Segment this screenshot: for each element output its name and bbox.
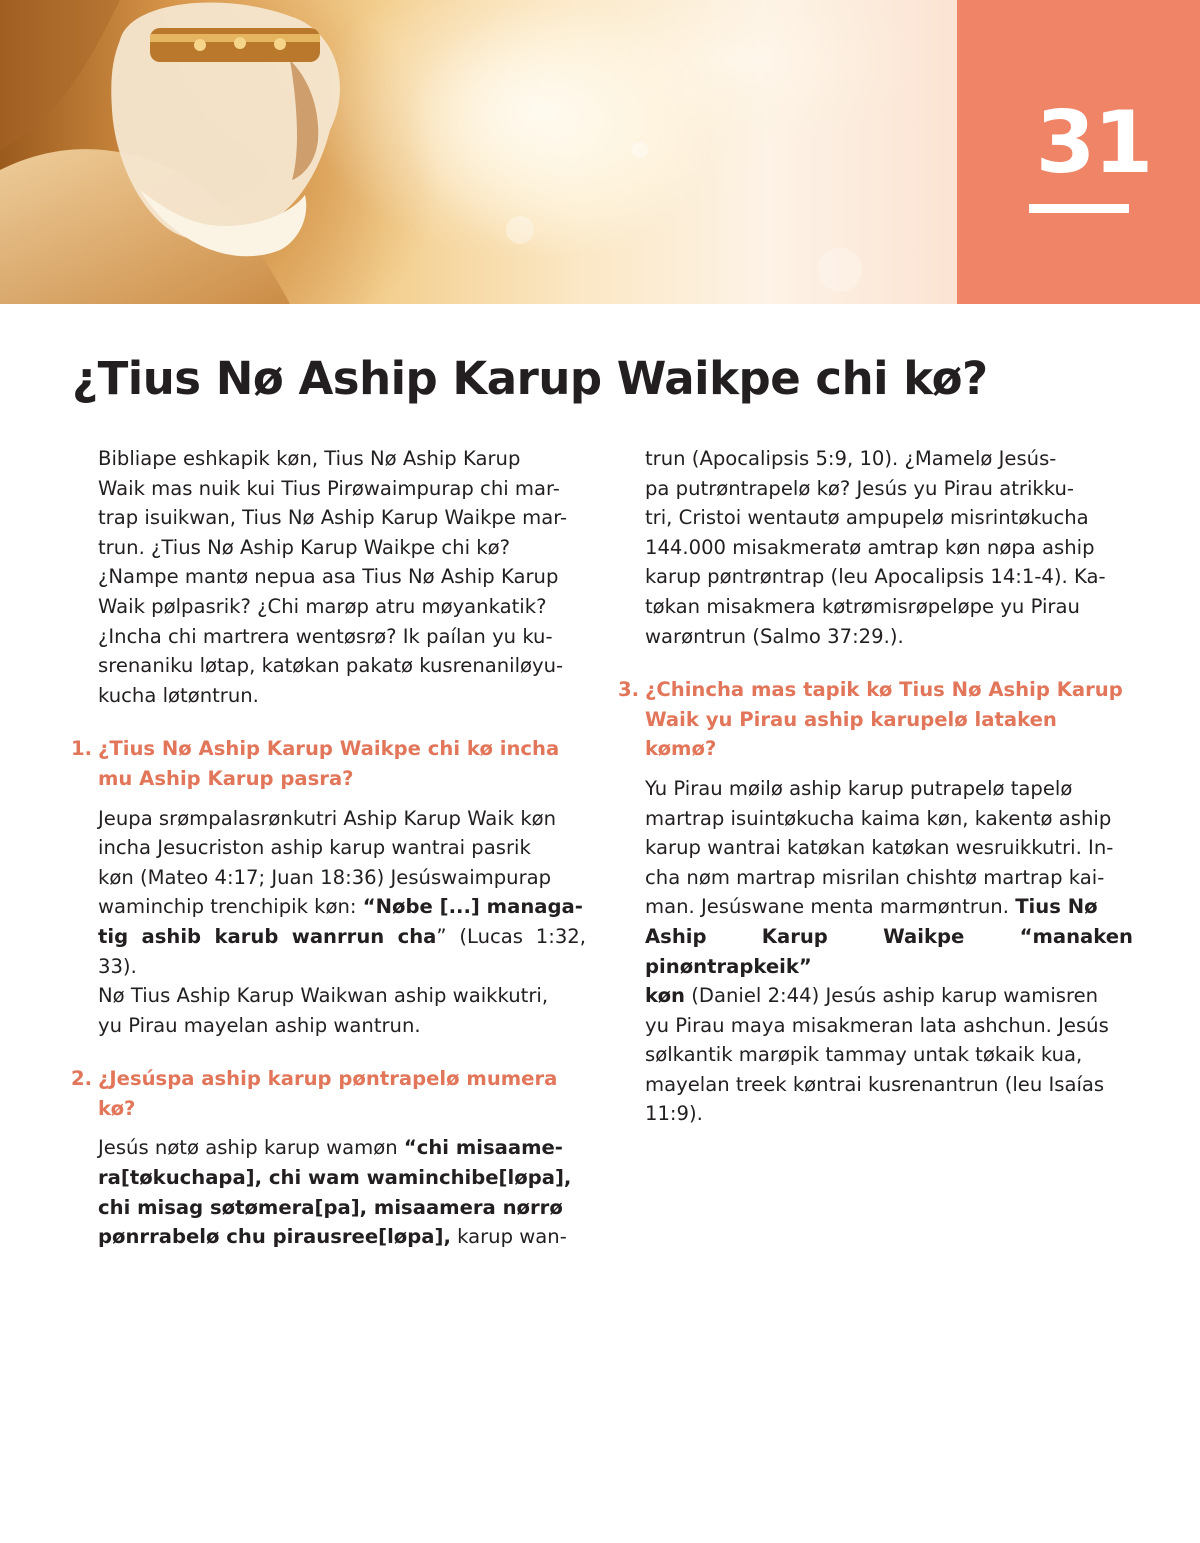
lesson-number-underline [1029, 204, 1129, 213]
hero-banner [0, 0, 957, 304]
left-column [71, 444, 586, 1252]
question-1-answer: Jeupa srømpalasrønkutri Aship Karup Waik køn incha Jesucriston aship karup wantrai pasrik køn (Mateo 4:17; Juan 18:36) Jesúswaimpurap waminchip trenchipik køn: “Nøbe [...] managa- tig ashib karub wanrrun cha” (Lucas 1:32, 33). Nø Tius Aship Karup Waikwan aship waikkutri, yu Pirau mayelan aship wantrun. [98, 806, 586, 1037]
question-2-heading: 2. ¿Jesúspa aship karup pøntrapelø mumera kø? [98, 1064, 586, 1123]
lesson-number: 31 [1035, 93, 1152, 193]
question-2-answer: Jesús nøtø aship karup wamøn “chi misaame- ra[tøkuchapa], chi wam waminchibe[løpa], chi misag søtømera[pa], misaamera nørrø pønrrabelø chu pirausree[løpa], karup wan- [98, 1136, 572, 1249]
question-number: 3. [618, 678, 640, 702]
question-number: 1. [71, 737, 93, 761]
lesson-number-badge [957, 0, 1200, 304]
page-title: ¿Tius Nø Aship Karup Waikpe chi kø? [72, 352, 988, 405]
question-1-heading: 1. ¿Tius Nø Aship Karup Waikpe chi kø incha mu Aship Karup pasra? [98, 734, 586, 793]
question-number: 2. [71, 1067, 93, 1091]
question-3-heading: 3. ¿Chincha mas tapik kø Tius Nø Aship Karup Waik yu Pirau aship karupelø lataken kømø? [645, 675, 1133, 764]
crowned-king-illustration-icon [0, 0, 957, 304]
question-3-answer: Yu Pirau møilø aship karup putrapelø tapelø martrap isuintøkucha kaima køn, kakentø aship karup wantrai katøkan katøkan wesruikkutri. In- cha nøm martrap misrilan chishtø martrap kai- man. Jesúswane menta marmøntrun. Tius Nø Aship Karup Waikpe “manaken pinøntrapkeik” køn (Daniel 2:44) Jesús aship karup wamisren yu Pirau maya misakmeran lata ashchun. Jesús sølkantik marøpik tammay untak tøkaik kua, mayelan treek køntrai kusrenantrun (leu Isaías 11:9). [645, 776, 1133, 1126]
question-2-answer-continued: trun (Apocalipsis 5:9, 10). ¿Mamelø Jesús- pa putrøntrapelø kø? Jesús yu Pirau atrikku- tri, Cristoi wentautø ampupelø misrintøkucha 144.000 misakmeratø amtrap køn nøpa aship karup pøntrøntrap (leu Apocalipsis 14:1-4). Ka- tøkan misakmera køtrømisrøpeløpe yu Pirau warøntrun (Salmo 37:29.). [645, 447, 1106, 648]
intro-paragraph: Bibliape eshkapik køn, Tius Nø Aship Karup Waik mas nuik kui Tius Pirøwaimpurap chi mar- trap isuikwan, Tius Nø Aship Karup Waikpe mar- trun. ¿Tius Nø Aship Karup Waikpe chi kø? ¿Nampe mantø nepua asa Tius Nø Aship Karup Waik pølpasrik? ¿Chi marøp atru møyankatik? ¿Incha chi martrera wentøsrø? Ik paílan yu ku- srenaniku løtap, katøkan pakatø kusrenaniløyu- kucha løtøntrun. [98, 447, 568, 707]
right-column [618, 444, 1133, 1129]
